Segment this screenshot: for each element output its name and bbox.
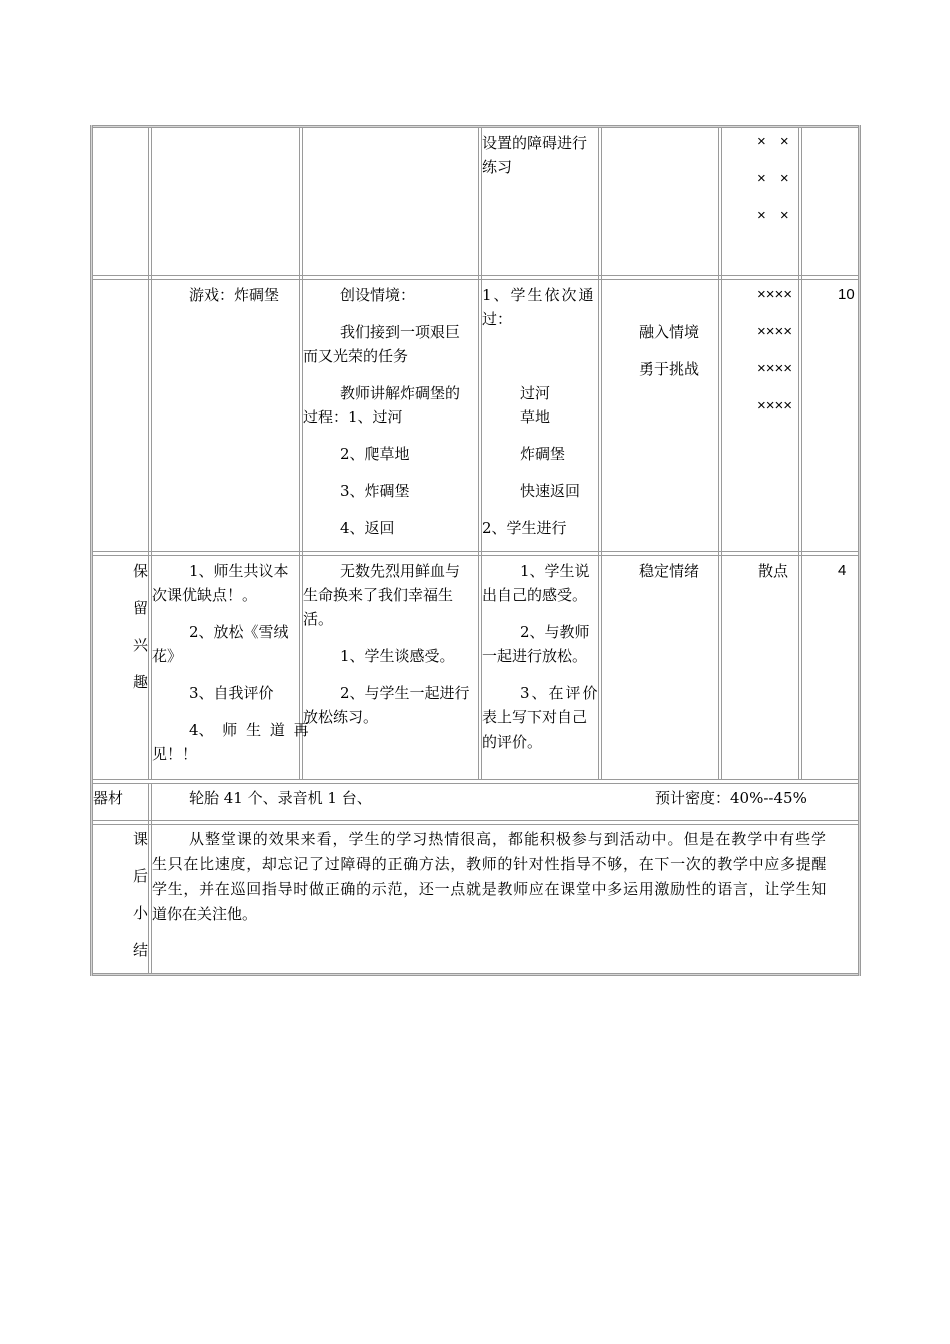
- summary-line: 从整堂课的效果来看，学生的学习热情很高，都能积极参与到活动中。但是在教学中有些学: [189, 830, 828, 848]
- col-divider: [798, 128, 799, 780]
- teacher-line: 无数先烈用鲜血与: [340, 562, 461, 580]
- formation-line: ××××: [757, 323, 793, 340]
- goal-line: 勇于挑战: [639, 360, 700, 378]
- col-divider: [478, 128, 479, 780]
- equipment-items: 轮胎 41 个、录音机 1 台、: [189, 789, 372, 807]
- formation-line: ××××: [757, 360, 793, 377]
- row-divider: [93, 820, 858, 821]
- table-border-top: [90, 125, 861, 128]
- student-line: 1、学生说: [520, 562, 590, 580]
- col-divider: [718, 128, 719, 780]
- student-line: 过：: [482, 310, 513, 328]
- formation-line: ××××: [757, 397, 793, 414]
- teacher-line: 过程：1、过河: [303, 408, 403, 426]
- student-line: 出自己的感受。: [482, 586, 588, 604]
- student-line: 表上写下对自己: [482, 708, 588, 726]
- col-divider: [481, 128, 482, 780]
- time-value: 4: [838, 562, 847, 579]
- col-divider: [148, 783, 149, 973]
- col-divider: [598, 128, 599, 780]
- student-line: 的评价。: [482, 733, 543, 751]
- student-line: 2、与教师: [520, 623, 590, 641]
- equipment-label: 器材: [93, 789, 124, 807]
- row-divider: [93, 275, 858, 276]
- time-value: 10: [838, 286, 855, 303]
- row-divider: [93, 824, 858, 825]
- teacher-line: 我们接到一项艰巨: [340, 323, 461, 341]
- teacher-line: 3、炸碉堡: [340, 482, 410, 500]
- student-line: 过河: [520, 384, 551, 402]
- summary-line: 道你在关注他。: [152, 905, 258, 923]
- formation-line: × ×: [757, 207, 789, 224]
- student-line: 1、学生依次通: [482, 286, 596, 304]
- density-text: 预计密度：40%--45%: [655, 789, 807, 807]
- formation-text: 散点: [758, 562, 789, 580]
- stage-char: 兴: [133, 636, 149, 654]
- summary-line: 生只在比速度，却忘记了过障碍的正确方法，教师的针对性指导不够，在下一次的教学中应多提醒: [152, 855, 828, 873]
- teacher-line: 2、与学生一起进行: [340, 684, 470, 702]
- col-divider: [721, 128, 722, 780]
- teacher-line: 活。: [303, 610, 334, 628]
- content-line: 2、放松《雪绒: [189, 623, 289, 641]
- student-line: 炸碉堡: [520, 445, 566, 463]
- col-divider: [801, 128, 802, 780]
- content-line: 花》: [152, 647, 183, 665]
- row-divider: [93, 555, 858, 556]
- content-line: 4、 师 生 道 再: [189, 721, 309, 739]
- col-divider: [601, 128, 602, 780]
- formation-line: × ×: [757, 170, 789, 187]
- content-line: 设置的障碍进行: [482, 134, 588, 152]
- summary-label-char: 后: [133, 867, 149, 885]
- student-line: 2、学生进行: [482, 519, 567, 537]
- student-line: 一起进行放松。: [482, 647, 588, 665]
- teacher-line: 而又光荣的任务: [303, 347, 409, 365]
- col-divider: [151, 783, 152, 973]
- summary-label-char: 结: [133, 941, 149, 959]
- content-line: 见！！: [152, 745, 198, 763]
- teacher-line: 2、爬草地: [340, 445, 410, 463]
- row-divider: [93, 551, 858, 552]
- content-line: 3、自我评价: [189, 684, 274, 702]
- goal-line: 融入情境: [639, 323, 700, 341]
- student-line: 3、在评价: [520, 684, 600, 702]
- teacher-line: 创设情境：: [340, 286, 416, 304]
- formation-line: × ×: [757, 133, 789, 150]
- row-divider: [93, 779, 858, 780]
- goal-text: 稳定情绪: [639, 562, 700, 580]
- col-divider: [302, 128, 303, 780]
- teacher-line: 4、返回: [340, 519, 395, 537]
- row-divider: [93, 279, 858, 280]
- row-divider: [93, 783, 858, 784]
- activity-name: 游戏：炸碉堡: [189, 286, 280, 304]
- teacher-line: 教师讲解炸碉堡的: [340, 384, 461, 402]
- col-divider: [151, 128, 152, 780]
- content-line: 次课优缺点！。: [152, 586, 258, 604]
- col-divider: [148, 128, 149, 780]
- summary-label-char: 小: [133, 904, 149, 922]
- formation-line: ××××: [757, 286, 793, 303]
- table-border-bottom: [90, 973, 861, 976]
- student-line: 草地: [520, 408, 551, 426]
- content-line: 练习: [482, 158, 513, 176]
- teacher-line: 生命换来了我们幸福生: [303, 586, 454, 604]
- summary-line: 学生，并在巡回指导时做正确的示范，还一点就是教师应在课堂中多运用激励性的语言，让学生知: [152, 880, 828, 898]
- table-border-right: [858, 125, 861, 976]
- content-line: 1、师生共议本: [189, 562, 289, 580]
- col-divider: [299, 128, 300, 780]
- summary-label-char: 课: [133, 830, 149, 848]
- stage-char: 趣: [133, 673, 149, 691]
- teacher-line: 放松练习。: [303, 708, 379, 726]
- teacher-line: 1、学生谈感受。: [340, 647, 455, 665]
- stage-char: 保: [133, 562, 149, 580]
- stage-char: 留: [133, 599, 149, 617]
- student-line: 快速返回: [520, 482, 581, 500]
